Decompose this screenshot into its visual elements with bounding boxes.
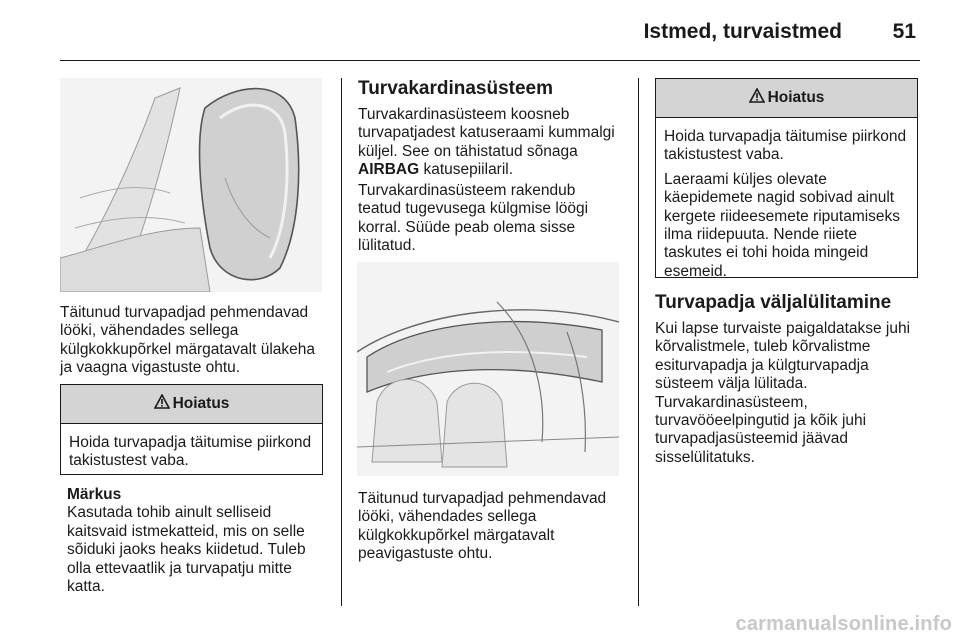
warning-title: Hoiatus [767, 89, 825, 106]
curtain-para-1: Turvakardinasüsteem koosneb turvapatjadest katuseraami kummalgi küljel. See on tähistatud sõnaga AIRBAG katusepiilaril. [358, 106, 615, 179]
page-number: 51 [892, 20, 916, 43]
curtain-airbag-illustration [357, 262, 619, 476]
warning-header [656, 79, 917, 118]
warning-triangle-icon [154, 394, 170, 414]
warning-header [61, 385, 322, 424]
warning-text-1: Hoida turvapadja täitumise piirkond takistustest vaba. [664, 128, 907, 164]
warning-triangle-icon [749, 88, 765, 108]
warning-box-2 [655, 78, 918, 278]
column-divider-2 [638, 78, 639, 606]
page-title: Istmed, turvaistmed [643, 20, 842, 43]
section-heading-deactivation: Turvapadja väljalülitamine [655, 292, 892, 313]
side-airbag-illustration [60, 78, 322, 292]
page-header [0, 0, 960, 60]
section-heading-curtain: Turvakardinasüsteem [358, 78, 554, 99]
deactivation-para: Kui lapse turvaiste paigaldatakse juhi kõrvalistmele, tuleb kõrvalistme esiturvapadja ja külgturvapadja süsteem välja lülitada. Turvakardinasüsteem, turvavööeelpingutid ja kõik juhi turvapadjasüsteemid jäävad sisselülitatuks. [655, 320, 911, 466]
caption-side-airbag: Täitunud turvapadjad pehmendavad lööki, vähendades sellega külgkokkupõrkel märgatavalt ülakeha ja vaagna vigastuste ohtu. [60, 304, 316, 377]
watermark: carmanualsonline.info [735, 613, 952, 635]
curtain-para-2: Turvakardinasüsteem rakendub teatud tugevusega külgmise löögi korral. Süüde peab olema sisse lülitatud. [358, 182, 589, 255]
warning-box-1 [60, 384, 323, 475]
warning-text: Hoida turvapadja täitumise piirkond takistustest vaba. [69, 434, 312, 470]
header-rule [60, 60, 920, 61]
caption-curtain-airbag: Täitunud turvapadjad pehmendavad lööki, vähendades sellega külgkokkupõrkel märgatavalt peavigastuste ohtu. [358, 490, 607, 563]
note-block [67, 486, 329, 596]
warning-text-2: Laeraami küljes olevate käepidemete nagid sobivad ainult kergete riideesemete riputamiseks ilma riidepuuta. Nende riiete taskutes ei tohi hoida mingeid esemeid. [664, 170, 901, 280]
warning-title: Hoiatus [172, 395, 230, 412]
column-divider-1 [341, 78, 342, 606]
note-title: Märkus [67, 486, 122, 503]
airbag-label: AIRBAG [358, 161, 420, 179]
note-text: Kasutada tohib ainult selliseid kaitsvaid istmekatteid, mis on selle sõiduki jaoks heaks kiidetud. Tuleb olla ettevaatlik ja turvapatju mitte katta. [67, 504, 306, 596]
